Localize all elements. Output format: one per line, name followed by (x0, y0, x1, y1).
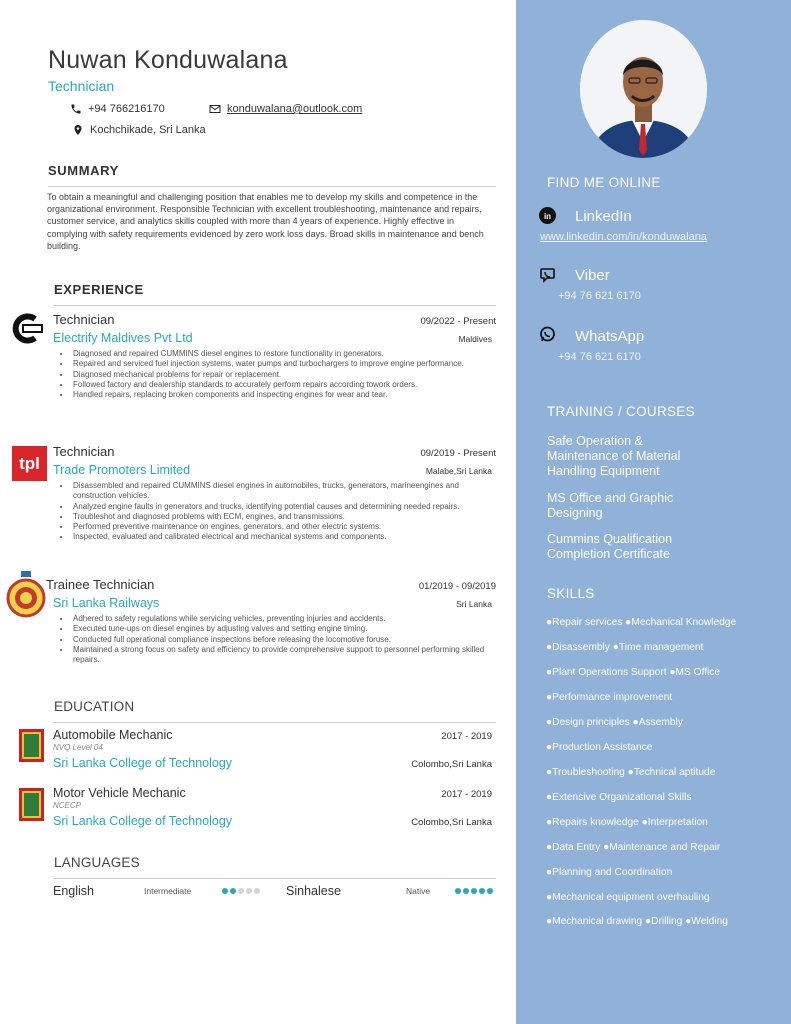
skill-line: ●Production Assistance (546, 742, 653, 753)
course-item: MS Office and Graphic Designing (547, 491, 674, 520)
training-heading: TRAINING / COURSES (547, 404, 695, 419)
course-item: Cummins Qualification Completion Certificate (547, 532, 673, 561)
location-contact (72, 124, 206, 136)
profile-photo (580, 20, 707, 158)
job-bullet: • Maintained a strong focus on safety and efficiency to provide comprehensive support to personnel performing skilled repairs. (71, 645, 496, 666)
experience-heading: EXPERIENCE (54, 282, 144, 297)
proficiency-dot-filled (479, 888, 485, 894)
cummins-logo (10, 313, 43, 344)
languages-row (53, 884, 496, 898)
summary-text: To obtain a meaningful and challenging position that enables me to develop my skills and competence in the organizational environment. Responsible Technician with excellent troubleshooting, maintenance and repairs, customer service, and analytics skills coupled with more than 4 years of experience. Highly effective in complying with safety requirements evidenced by zero work loss days. Broad skills in maintenance and bench building. (47, 192, 484, 251)
job-location: Maldives (458, 334, 492, 344)
languages-divider (53, 878, 496, 879)
edu-school: Sri Lanka College of Technology (53, 756, 233, 770)
education-entry-2 (53, 786, 496, 828)
linkedin-link[interactable]: www.linkedin.com/in/konduwalana (540, 231, 707, 243)
skill-line: ●Repair services ●Mechanical Knowledge (546, 617, 737, 628)
find-me-heading: FIND ME ONLINE (547, 175, 661, 190)
job-location: Sri Lanka (456, 599, 492, 609)
skill-line: ●Design principles ●Assembly (546, 717, 683, 728)
college-logo (19, 729, 44, 762)
skill-line: ●Repairs knowledge ●Interpretation (546, 817, 708, 828)
skill-line: ●Mechanical equipment overhauling (546, 892, 710, 903)
languages-heading: LANGUAGES (54, 855, 140, 870)
edu-location: Colombo,Sri Lanka (411, 817, 492, 828)
edu-date: 2017 - 2019 (441, 731, 492, 742)
job-bullets (71, 614, 496, 665)
skill-line: ●Plant Operations Support ●MS Office (546, 667, 721, 678)
job-company: Electrify Maldives Pvt Ltd (53, 331, 193, 345)
viber-label: Viber (575, 267, 610, 284)
skill-line: ●Mechanical drawing ●Drilling ●Welding (546, 916, 728, 927)
edu-degree: Automobile Mechanic (53, 728, 173, 742)
phone-contact (70, 103, 165, 115)
job-bullet: • Diagnosed mechanical problems for repair or replacement. (71, 370, 496, 380)
job-bullet: • Followed factory and dealership standards to accurately perform repairs according towork orders. (71, 380, 496, 390)
language-name: English (53, 884, 94, 898)
job-entry-3 (46, 577, 496, 665)
proficiency-dot-empty (246, 888, 252, 894)
job-company: Trade Promoters Limited (53, 463, 191, 477)
language-level: Intermediate (144, 886, 192, 896)
job-location: Malabe,Sri Lanka (425, 466, 492, 476)
job-role: Technician (53, 312, 115, 327)
job-date: 01/2019 - 09/2019 (418, 581, 496, 592)
phone-icon (70, 103, 82, 115)
job-bullet: • Handled repairs, replacing broken components and inspecting engines for wear and tear. (71, 390, 496, 400)
email-contact[interactable] (209, 103, 362, 115)
edu-degree: Motor Vehicle Mechanic (53, 786, 186, 800)
linkedin-label: LinkedIn (575, 208, 632, 225)
proficiency-dot-filled (222, 888, 228, 894)
skill-line: ●Disassembly ●Time management (546, 642, 704, 653)
education-entry-1 (53, 728, 496, 770)
job-date: 09/2019 - Present (420, 448, 496, 459)
edu-level: NVQ Level 04 (53, 743, 103, 752)
language-name: Sinhalese (286, 884, 341, 898)
job-entry-1 (53, 312, 496, 400)
location-pin-icon (72, 124, 84, 136)
edu-date: 2017 - 2019 (441, 789, 492, 800)
job-date: 09/2022 - Present (420, 316, 496, 327)
proficiency-dot-filled (487, 888, 493, 894)
viber-icon (539, 266, 556, 283)
summary-heading: SUMMARY (48, 163, 119, 178)
mail-icon (209, 103, 221, 115)
language-level: Native (406, 886, 431, 896)
job-bullet: • Analyzed engine faults in generators and trucks, identifying potential causes and determining needed repairs. (71, 502, 496, 512)
job-bullet: • Repaired and serviced fuel injection systems, water pumps and turbochargers to improve engine performance. (71, 359, 496, 369)
job-bullet: • Adhered to safety regulations while servicing vehicles, preventing injuries and accidents. (71, 614, 496, 624)
job-bullets (71, 349, 496, 400)
edu-level: NCECP (53, 801, 82, 810)
edu-school: Sri Lanka College of Technology (53, 814, 233, 828)
experience-divider (53, 305, 496, 306)
proficiency-dot-filled (230, 888, 236, 894)
job-role: Technician (53, 444, 115, 459)
whatsapp-icon (539, 326, 556, 343)
job-company: Sri Lanka Railways (53, 596, 160, 610)
job-bullet: • Conducted full operational compliance inspections before releasing the locomotive foruse. (71, 635, 496, 645)
proficiency-dot-empty (254, 888, 260, 894)
job-bullet: • Disassembled and repaired CUMMINS diesel engines in automobiles, trucks, generators, marineengines and construction vehicles. (71, 481, 496, 502)
college-logo (19, 788, 44, 821)
proficiency-dot-filled (463, 888, 469, 894)
skill-line: ●Data Entry ●Maintenance and Repair (546, 842, 721, 853)
linkedin-icon (539, 207, 556, 224)
job-bullet: • Performed preventive maintenance on engines, generators, and other electric systems. (71, 522, 496, 532)
skill-line: ●Planning and Coordination (546, 867, 673, 878)
railways-emblem (6, 571, 46, 619)
candidate-name: Nuwan Konduwalana (48, 46, 288, 74)
skills-heading: SKILLS (547, 586, 595, 601)
svg-text:in: in (543, 212, 552, 221)
skill-line: ●Troubleshooting ●Technical aptitude (546, 767, 716, 778)
course-item: Safe Operation & Maintenance of Material Handling Equipment (547, 434, 681, 478)
job-bullet: • Executed tune-ups on diesel engines by adjusting valves and setting engine timing. (71, 624, 496, 634)
education-heading: EDUCATION (54, 699, 135, 714)
job-role: Trainee Technician (46, 577, 155, 592)
job-bullets (71, 481, 496, 543)
whatsapp-label: WhatsApp (575, 328, 645, 345)
skill-line: ●Extensive Organizational Skills (546, 792, 692, 803)
viber-number: +94 76 621 6170 (558, 290, 641, 302)
edu-location: Colombo,Sri Lanka (411, 759, 492, 770)
candidate-title: Technician (48, 78, 115, 94)
job-entry-2 (53, 444, 496, 543)
phone-number: +94 766216170 (88, 103, 165, 115)
skill-line: ●Performance improvement (546, 692, 673, 703)
education-divider (53, 722, 496, 723)
email-link[interactable]: konduwalana@outlook.com (227, 103, 363, 115)
job-bullet: • Inspected, evaluated and calibrated electrical and mechanical systems and components. (71, 532, 496, 542)
job-bullet: • Diagnosed and repaired CUMMINS diesel engines to restore functionality in generators. (71, 349, 496, 359)
language-dots (455, 888, 493, 894)
summary-divider (48, 186, 496, 187)
job-bullet: • Troubleshot and diagnosed problems with ECM, engines, and transmissions. (71, 512, 496, 522)
proficiency-dot-filled (471, 888, 477, 894)
tpl-logo: tpl (12, 446, 47, 481)
whatsapp-number: +94 76 621 6170 (558, 351, 641, 363)
proficiency-dot-empty (238, 888, 244, 894)
proficiency-dot-filled (455, 888, 461, 894)
location-text: Kochchikade, Sri Lanka (90, 124, 206, 136)
language-dots (222, 888, 286, 894)
